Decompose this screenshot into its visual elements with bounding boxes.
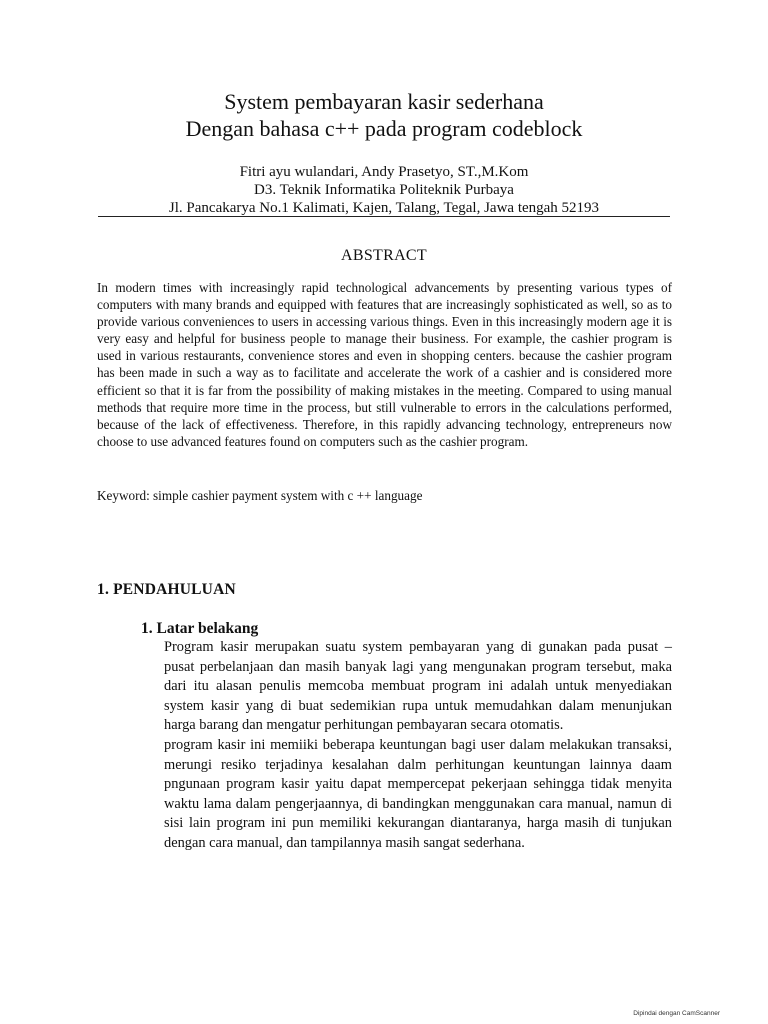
title-line-2: Dengan bahasa c++ pada program codeblock [185,116,583,141]
author-affiliation: D3. Teknik Informatika Politeknik Purbaya [254,182,514,198]
subsection-heading-latar-belakang: 1. Latar belakang [141,620,259,637]
keyword-line: Keyword: simple cashier payment system with c ++ language [97,488,423,503]
title-line-1: System pembayaran kasir sederhana [224,89,544,114]
section-heading-pendahuluan: 1. PENDAHULUAN [97,581,236,598]
body-paragraph-1: Program kasir merupakan suatu system pembayaran yang di gunakan pada pusat – pusat perbelanjaan dan masih banyak lagi yang mengunakan program tersebut, maka dari itu alasan penulis memcoba membuat program ini adalah untuk menyediakan system kasir yang di buat sedemikian rupa untuk memudahkan dalam menunjukan harga barang dan mengatur perhitungan pembayaran secara otomatis. [164,639,672,734]
header-divider [98,216,670,217]
abstract-heading: ABSTRACT [341,247,427,264]
subsection-body [164,638,672,854]
scanner-watermark: Dipindai dengan CamScanner [633,1010,720,1017]
abstract-text: In modern times with increasingly rapid technological advancements by presenting various types of computers with many brands and equipped with features that are increasingly sophisticated as well, so as to provide various conveniences to users in accessing various things. Even in this increasingly modern age it is very easy and helpful for business people to manage their business. For example, the cashier program is used in various restaurants, convenience stores and even in shopping centers. because the cashier program has been made in such a way as to facilitate and accelerate the work of a cashier and is considered more efficient so that it is far from the possibility of making mistakes in the meeting. Compared to using manual methods that require more time in the process, but still vulnerable to errors in the calculations performed, because of the lack of effectiveness. Therefore, in this rapidly advancing technology, entrepreneurs now choose to use advanced features found on computers such as the cashier program. [97,280,672,449]
body-paragraph-2: program kasir ini memiiki beberapa keuntungan bagi user dalam melakukan transaksi, merungi resiko terjadinya kesalahan dalm perhitungan keuntungan lainnya daam pngunaan program kasir yaitu dapat mempercepat pekerjaan sehingga tidak menyita waktu lama dalam pengerjaannya, di bandingkan menggunakan cara manual, namun di sisi lain program ini pun memiliki kekurangan diantaranya, harga masih di tunjukan dengan cara manual, dan tampilannya masih sangat sederhana. [164,736,672,851]
author-block [0,163,768,217]
author-address: Jl. Pancakarya No.1 Kalimati, Kajen, Talang, Tegal, Jawa tengah 52193 [168,200,600,216]
author-names: Fitri ayu wulandari, Andy Prasetyo, ST.,M.Kom [239,164,529,180]
paper-title [0,88,768,142]
